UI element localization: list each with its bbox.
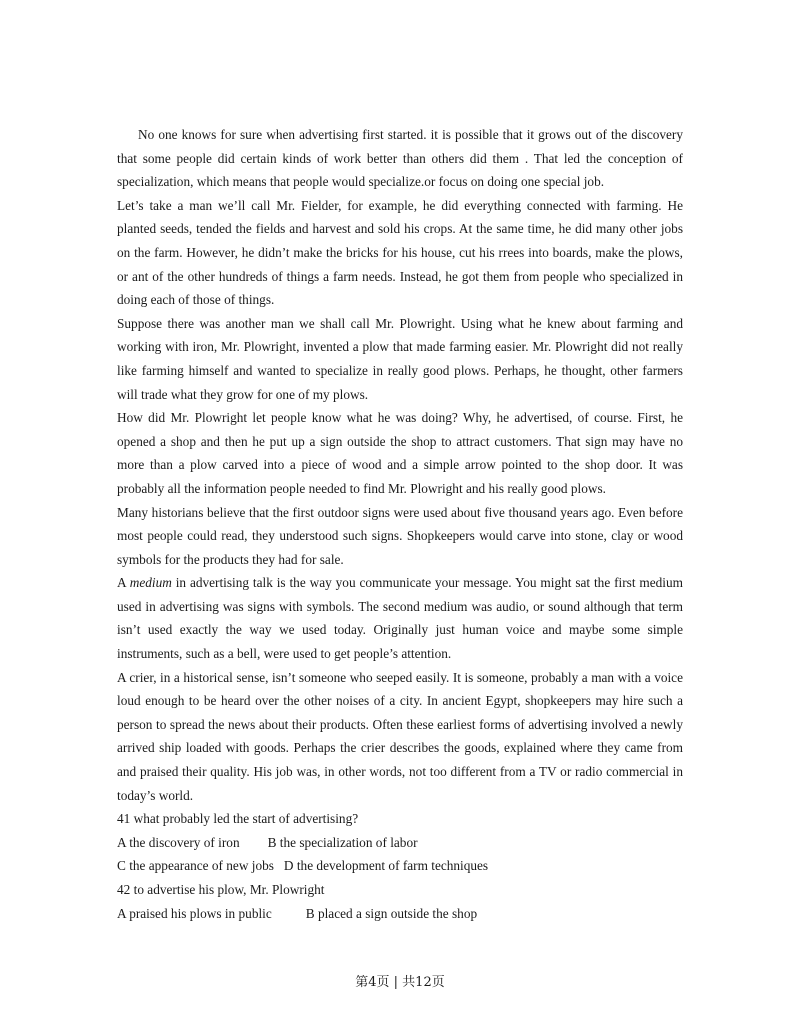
option-42-a: A praised his plows in public (117, 905, 272, 921)
option-41-c: C the appearance of new jobs (117, 858, 274, 874)
paragraph-2: Let’s take a man we’ll call Mr. Fielder, for example, he did everything connected with farming. He planted seeds, tended the fields and harvest and sold his crops. At the same time, he did many other jobs on the farm. However, he didn’t make the bricks for his house, cut his rrees into boards, make the plows, or ant of the other hundreds of things a farm needs. Instead, he got them from people who specialized in doing each of those of things. (117, 197, 683, 308)
document-body (117, 123, 683, 925)
question-42-options-row-1 (117, 902, 683, 926)
question-42-stem: 42 to advertise his plow, Mr. Plowright (117, 882, 325, 897)
paragraph-7: A crier, in a historical sense, isn’t someone who seeped easily. It is someone, probably a man with a voice loud enough to be heard over the other noises of a city. In ancient Egypt, shopkeepers may hire such a person to spread the news about their products. Often these earliest forms of advertising involved a newly arrived ship loaded with goods. Perhaps the crier describes the goods, explained where they came from and praised their quality. His job was, in other words, not too different from a TV or radio commercial in today’s world. (117, 669, 683, 803)
paragraph-1: No one knows for sure when advertising first started. it is possible that it grows out of the discovery that some people did certain kinds of work better than others did them . That led the conception of specialization, which means that people would specialize.or focus on doing one special job. (117, 127, 683, 190)
question-41-options-row-1 (117, 831, 683, 855)
paragraph-6 (117, 571, 683, 665)
paragraph-3: Suppose there was another man we shall call Mr. Plowright. Using what he knew about farming and working with iron, Mr. Plowright, invented a plow that made farming easier. Mr. Plowright did not really like farming himself and wanted to specialize in really good plows. Perhaps, he thought, other farmers will trade what they grow for one of my plows. (117, 315, 683, 402)
question-41-options-row-2 (117, 854, 683, 878)
page-number-footer: 第4页 | 共12页 (355, 975, 445, 990)
option-42-b: B placed a sign outside the shop (305, 905, 478, 921)
paragraph-4: How did Mr. Plowright let people know what he was doing? Why, he advertised, of course. First, he opened a shop and then he put up a sign outside the shop to attract customers. That sign may have no more than a plow carved into a piece of wood and a simple arrow pointed to the shop door. It was probably all the information people needed to find Mr. Plowright and his really good plows. (117, 410, 683, 496)
option-41-d: D the development of farm techniques (283, 858, 489, 874)
question-41-stem: 41 what probably led the start of advertising? (117, 811, 359, 827)
paragraph-6-rest: in advertising talk is the way you communicate your message. You might sat the first medium used in advertising was signs with symbols. The second medium was audio, or sound although that term isn’t used exactly the way we used today. Originally just human voice and maybe some simple instruments, such as a bell, were used to get people’s attention. (117, 575, 683, 662)
option-41-a: A the discovery of iron (117, 834, 240, 850)
paragraph-6-prefix: A (117, 575, 130, 591)
option-41-b: B the specialization of labor (267, 834, 418, 850)
medium-term: medium (129, 575, 172, 591)
paragraph-5: Many historians believe that the first outdoor signs were used about five thousand years ago. Even before most people could read, they understood such signs. Shopkeepers would carve into stone, clay or wood symbols for the products they had for sale. (117, 504, 683, 567)
